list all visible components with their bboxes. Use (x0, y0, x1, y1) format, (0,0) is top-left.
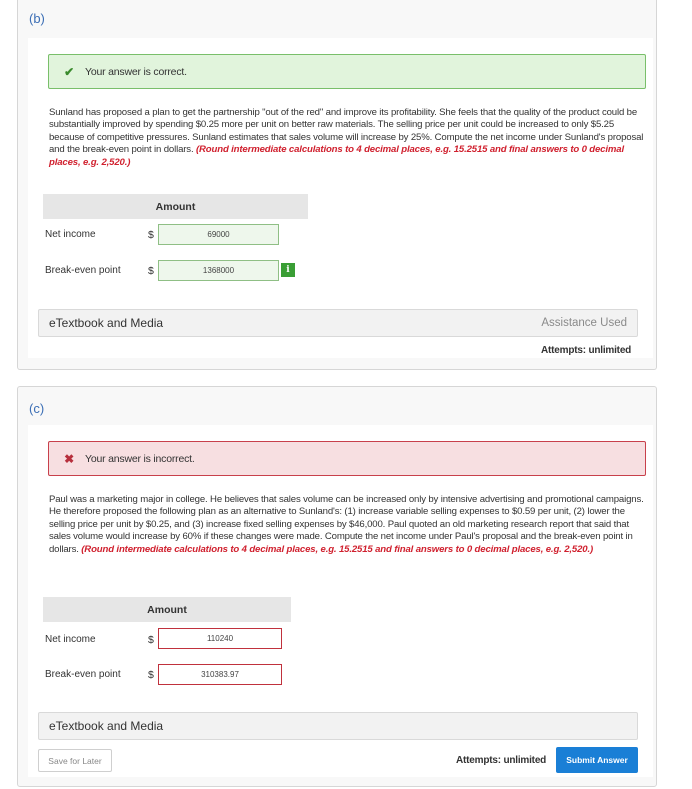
part-c-label: (c) (29, 401, 45, 416)
correct-banner (48, 54, 646, 89)
part-b-problem-body: Sunland has proposed a plan to get the partnership "out of the red" and improve its profitability. She feels that the quality of the product could be substantially improved by spending $0.25 more per unit on better raw materials. The selling price per unit could be increased to only $5.25 because of competitive pressures. Sunland estimates that sales volume will increase by 25%. Compute the net income under Sunland's proposal and the break-even point in dollars. (49, 107, 644, 156)
part-c-card (17, 386, 657, 787)
etextbook-media-link[interactable]: eTextbook and Media (49, 316, 164, 330)
incorrect-banner (48, 441, 646, 476)
check-icon: ✔ (64, 64, 74, 79)
break-even-label: Break-even point (45, 669, 121, 680)
amount-column-header: Amount (43, 597, 291, 622)
part-c-problem-text (49, 494, 649, 556)
part-b-card (17, 0, 657, 370)
currency-symbol: $ (148, 669, 154, 681)
amount-column-header: Amount (43, 194, 308, 219)
break-even-input[interactable]: 1368000 (158, 260, 279, 281)
break-even-input[interactable]: 310383.97 (158, 664, 282, 685)
attempts-label: Attempts: unlimited (541, 345, 632, 356)
break-even-label: Break-even point (45, 265, 121, 276)
correct-banner-text: Your answer is correct. (85, 65, 187, 78)
info-icon[interactable]: i (281, 263, 295, 277)
net-income-input[interactable]: 110240 (158, 628, 282, 649)
attempts-label: Attempts: unlimited (456, 755, 547, 766)
part-b-instruction: (Round intermediate calculations to 4 decimal places, e.g. 15.2515 and final answers to 0 decimal places, e.g. 2,520.) (49, 144, 624, 168)
net-income-input[interactable]: 69000 (158, 224, 279, 245)
currency-symbol: $ (148, 634, 154, 646)
incorrect-banner-text: Your answer is incorrect. (85, 452, 195, 465)
save-for-later-button[interactable]: Save for Later (38, 749, 112, 772)
submit-answer-button[interactable]: Submit Answer (556, 747, 638, 773)
part-c-problem-body: Paul was a marketing major in college. He believes that sales volume can be increased only by intensive advertising and promotional campaigns. He therefore proposed the following plan as an alternative to Sunland's: (1) increase variable selling expenses to $0.59 per unit, (2) lower the selling price per unit by $0.25, and (3) increase fixed selling expenses by $46,000. Paul quoted an old marketing research report that said that sales volume would increase by 60% if these changes were made. Compute the net income under Paul's proposal and the break-even point in dollars. (49, 494, 644, 555)
net-income-label: Net income (45, 634, 96, 645)
net-income-label: Net income (45, 229, 96, 240)
part-c-instruction: (Round intermediate calculations to 4 decimal places, e.g. 15.2515 and final answers to 0 decimal places, e.g. 2,520.) (81, 543, 594, 555)
part-b-label: (b) (29, 11, 45, 26)
currency-symbol: $ (148, 265, 154, 277)
part-b-content (28, 38, 653, 358)
etextbook-media-bar[interactable] (38, 309, 638, 337)
x-icon: ✖ (64, 451, 74, 466)
etextbook-media-link[interactable]: eTextbook and Media (49, 719, 164, 733)
assistance-used-label: Assistance Used (541, 317, 627, 329)
currency-symbol: $ (148, 229, 154, 241)
etextbook-media-bar[interactable] (38, 712, 638, 740)
part-c-content (28, 425, 653, 777)
part-b-problem-text (49, 107, 649, 169)
